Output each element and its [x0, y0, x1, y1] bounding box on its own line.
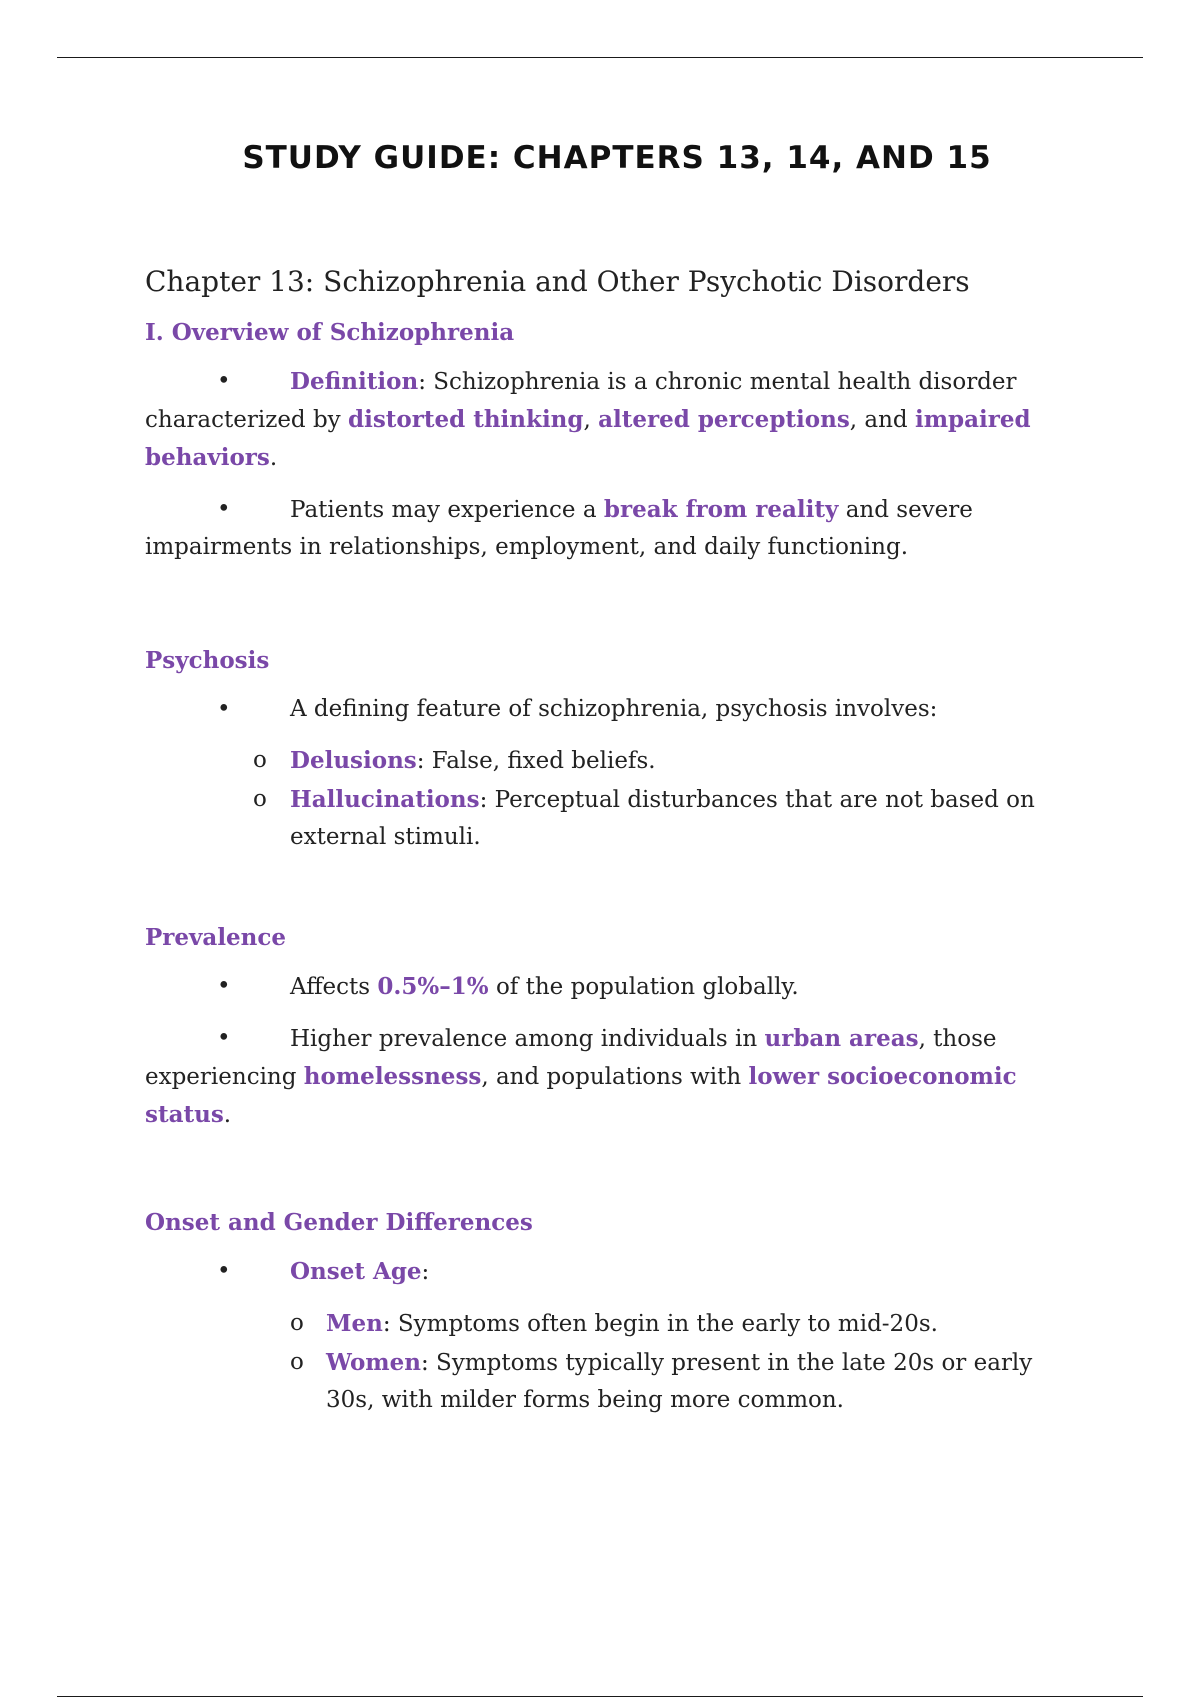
bottom-rule: [57, 1696, 1143, 1697]
list-item-women: o Women: Symptoms typically present in the late 20s or early 30s, with milder forms being more common.: [145, 1344, 1080, 1419]
psychosis-intro: • A defining feature of schizophrenia, psychosis involves:: [145, 691, 1080, 728]
definition-term: Definition: [290, 368, 419, 395]
bullet-icon: •: [217, 696, 231, 722]
bullet-icon: •: [217, 368, 231, 394]
bullet-icon: •: [217, 1258, 231, 1284]
highlight-distorted-thinking: distorted thinking: [348, 406, 584, 433]
chapter-heading: Chapter 13: Schizophrenia and Other Psychotic Disorders: [145, 265, 970, 298]
highlight-urban-areas: urban areas: [764, 1025, 919, 1052]
highlight-prevalence-rate: 0.5%–1%: [377, 973, 489, 1000]
highlight-altered-perceptions: altered perceptions: [598, 406, 850, 433]
document-title: STUDY GUIDE: CHAPTERS 13, 14, AND 15: [242, 140, 992, 176]
section-heading-prevalence: Prevalence: [145, 924, 287, 951]
prevalence-affects: • Affects 0.5%–1% of the population globally.: [145, 968, 1080, 1006]
bullet-icon: •: [217, 1025, 231, 1051]
bullet-icon: •: [217, 973, 231, 999]
sub-bullet-icon: o: [290, 1310, 304, 1336]
section-heading-overview: I. Overview of Schizophrenia: [145, 319, 515, 346]
sub-bullet-icon: o: [290, 1349, 304, 1375]
list-item-men: o Men: Symptoms often begin in the early to mid-20s.: [145, 1305, 1080, 1343]
highlight-lower-ses: lower socioeconomic status: [145, 1063, 1017, 1128]
prevalence-higher-paragraph: • Higher prevalence among individuals in urban areas, those experiencing homelessness, and populations with lower socioeconomic status.: [145, 1020, 1080, 1134]
onset-age-item: • Onset Age:: [145, 1253, 1080, 1291]
definition-paragraph: • Definition: Schizophrenia is a chronic mental health disorder characterized by distorted thinking, altered perceptions, and impaired behaviors.: [145, 363, 1080, 477]
list-item-delusions: o Delusions: False, fixed beliefs.: [145, 742, 1080, 780]
sub-bullet-icon: o: [253, 747, 267, 773]
bullet-icon: •: [217, 496, 231, 522]
highlight-impaired-behaviors: impaired behaviors: [145, 406, 1031, 471]
highlight-homelessness: homelessness: [303, 1063, 482, 1090]
highlight-break-from-reality: break from reality: [603, 496, 839, 523]
document-body: [145, 262, 1080, 1420]
top-rule: [57, 57, 1143, 58]
sub-bullet-icon: o: [253, 786, 267, 812]
reality-paragraph: • Patients may experience a break from reality and severe impairments in relationships, employment, and daily functioning.: [145, 491, 1080, 566]
list-item-hallucinations: o Hallucinations: Perceptual disturbances that are not based on external stimuli.: [145, 781, 1080, 856]
section-heading-onset: Onset and Gender Differences: [145, 1209, 533, 1236]
section-heading-psychosis: Psychosis: [145, 647, 270, 674]
